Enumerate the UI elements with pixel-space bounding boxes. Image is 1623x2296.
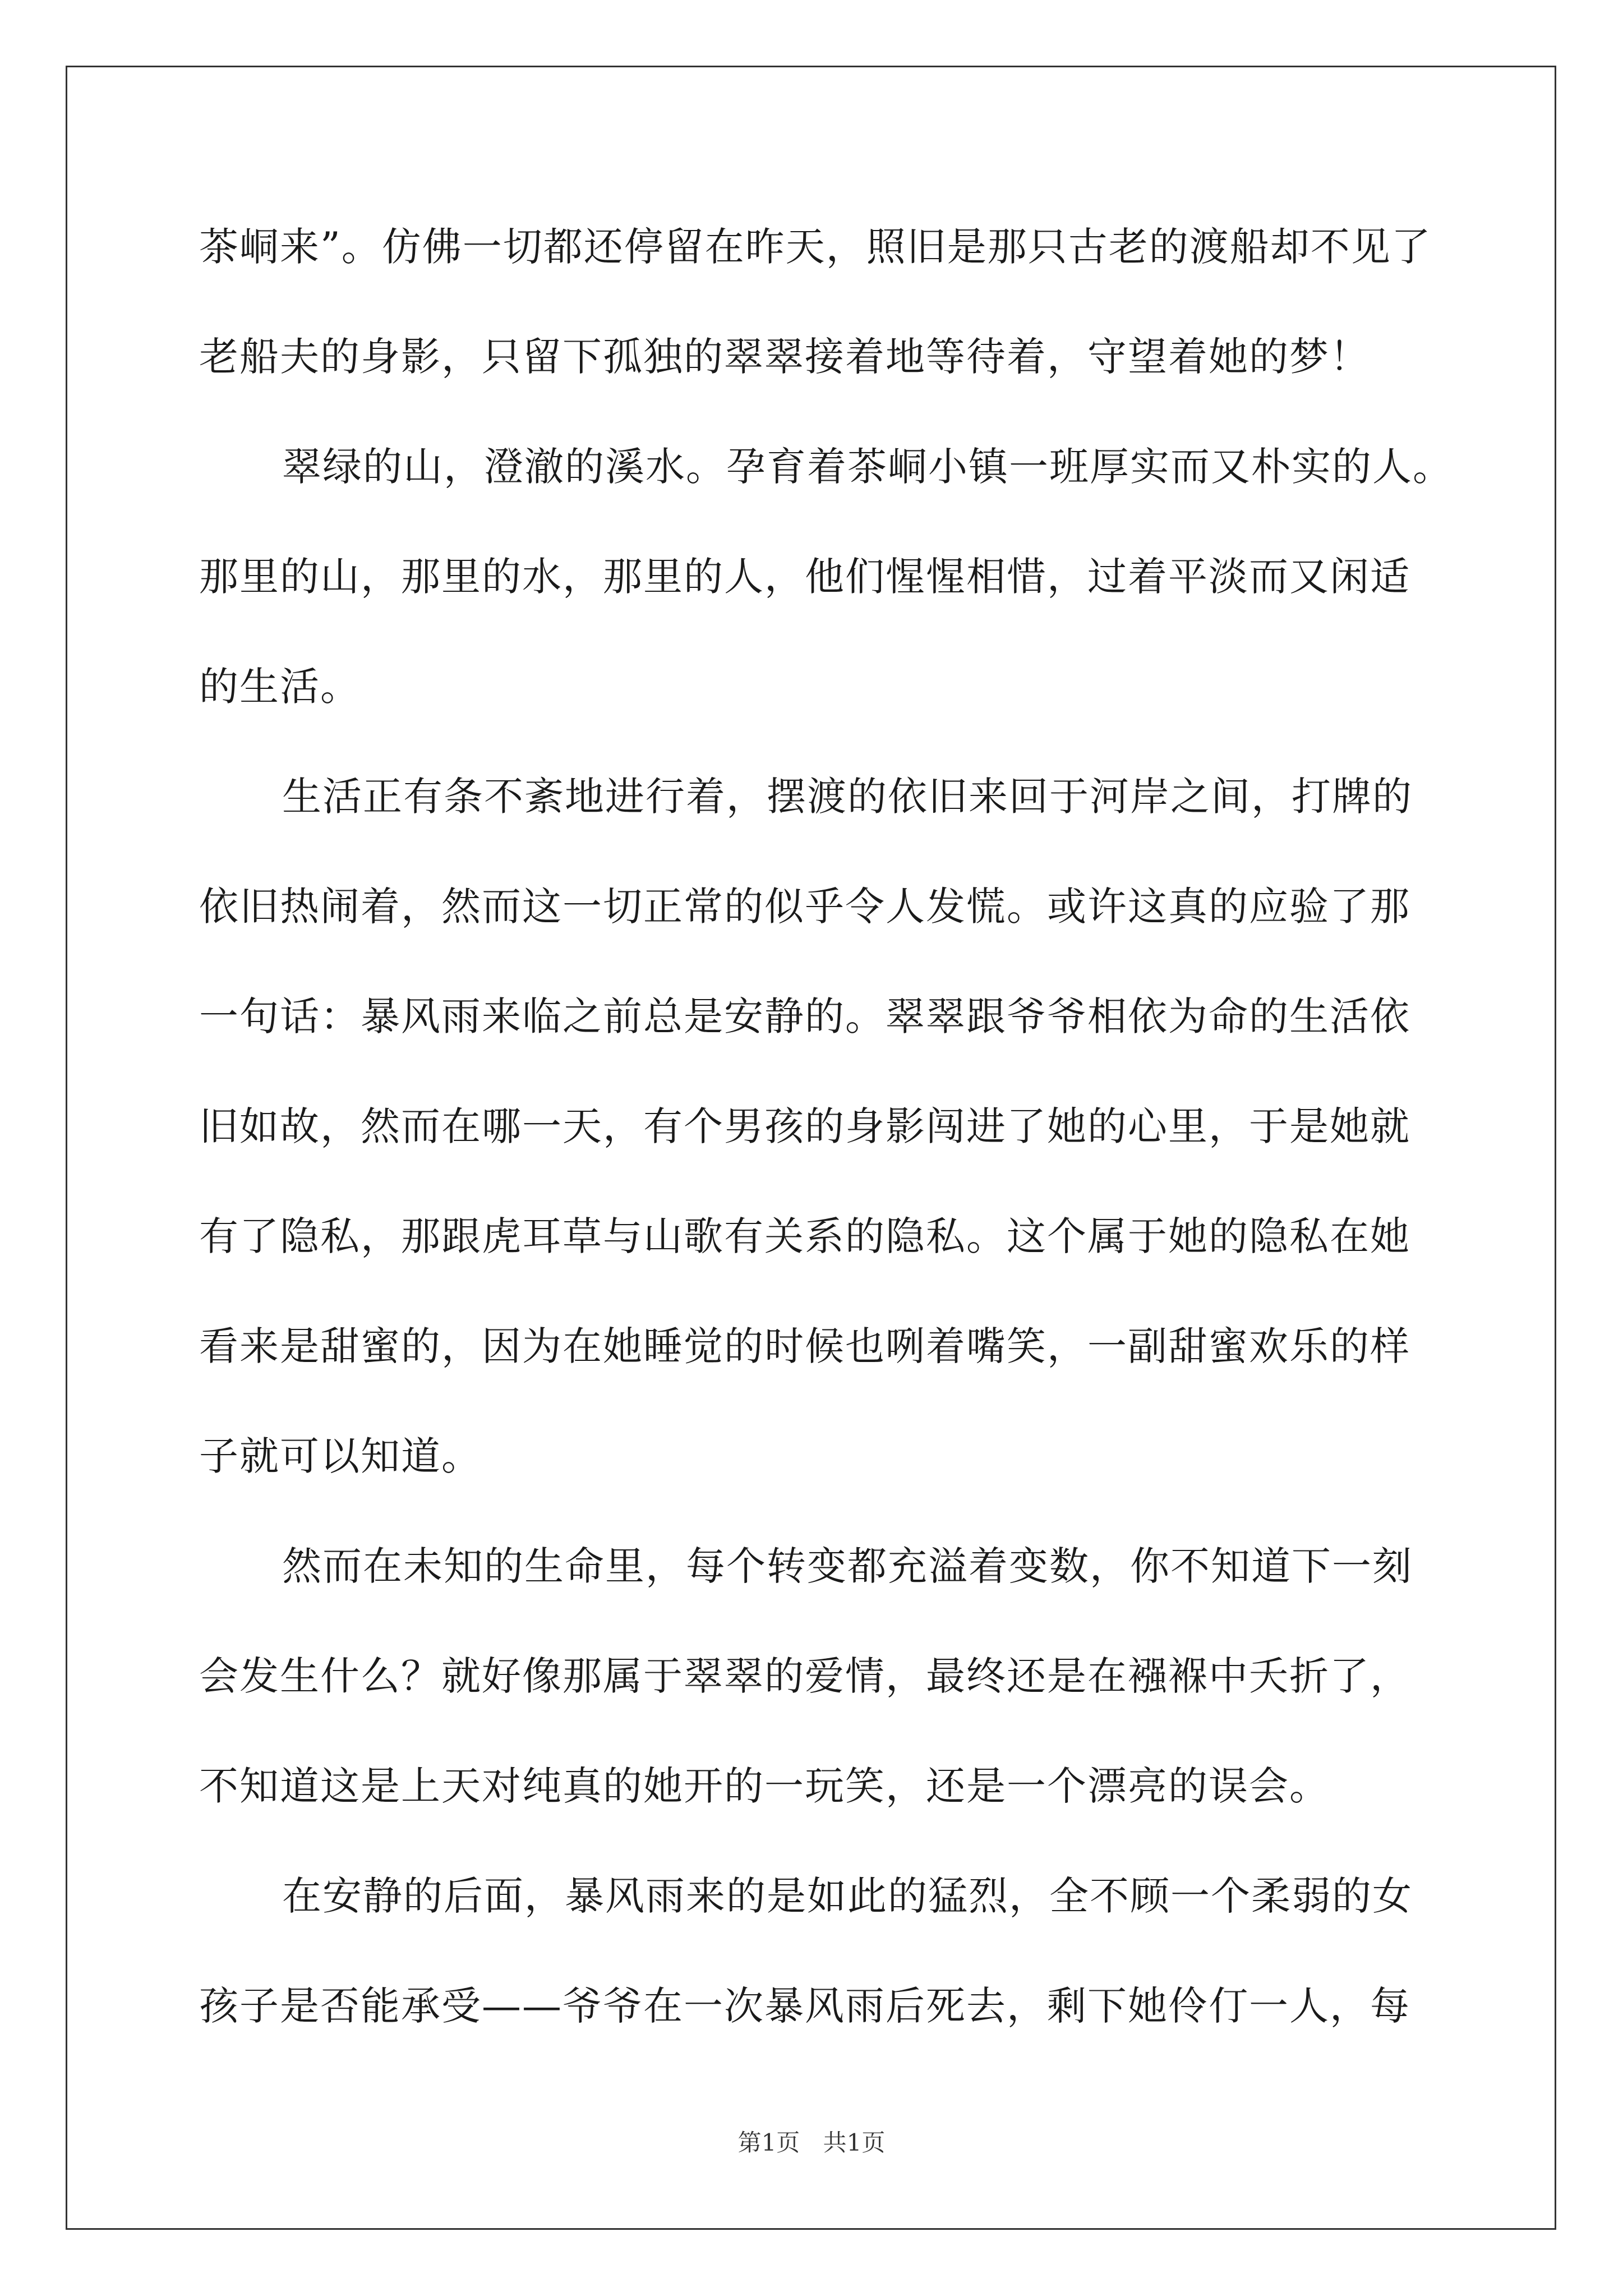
- text-line-15: 不知道这是上天对纯真的她开的一玩笑，还是一个漂亮的误会。: [199, 1763, 1330, 1809]
- text-line-12: 子就可以知道。: [199, 1433, 482, 1479]
- document-body: [199, 202, 1453, 2071]
- text-line-13: 然而在未知的生命里，每个转变都充溢着变数，你不知道下一刻: [282, 1543, 1413, 1589]
- text-line-5: 的生活。: [199, 664, 361, 710]
- text-line-11: 看来是甜蜜的，因为在她睡觉的时候也咧着嘴笑，一副甜蜜欢乐的样: [199, 1323, 1410, 1369]
- page-number-current: 第1页: [737, 2129, 800, 2156]
- page-number-total: 共1页: [823, 2129, 886, 2156]
- text-line-3: 翠绿的山，澄澈的溪水。孕育着茶峒小镇一班厚实而又朴实的人。: [282, 444, 1453, 490]
- text-line-6: 生活正有条不紊地进行着，摆渡的依旧来回于河岸之间，打牌的: [282, 774, 1413, 820]
- text-line-4: 那里的山，那里的水，那里的人，他们惺惺相惜，过着平淡而又闲适: [199, 554, 1410, 600]
- text-line-17: 孩子是否能承受——爷爷在一次暴风雨后死去，剩下她伶仃一人，每: [199, 1983, 1410, 2029]
- text-line-14: 会发生什么？就好像那属于翠翠的爱情，最终还是在襁褓中夭折了，: [199, 1653, 1410, 1699]
- text-line-7: 依旧热闹着，然而这一切正常的似乎令人发慌。或许这真的应验了那: [199, 884, 1410, 930]
- text-line-16: 在安静的后面，暴风雨来的是如此的猛烈，全不顾一个柔弱的女: [282, 1873, 1413, 1919]
- text-line-1: 茶峒来”。仿佛一切都还停留在昨天，照旧是那只古老的渡船却不见了: [199, 224, 1432, 270]
- text-line-9: 旧如故，然而在哪一天，有个男孩的身影闯进了她的心里，于是她就: [199, 1103, 1410, 1149]
- page-footer: [0, 2126, 1623, 2160]
- text-line-10: 有了隐私，那跟虎耳草与山歌有关系的隐私。这个属于她的隐私在她: [199, 1213, 1410, 1259]
- text-line-8: 一句话：暴风雨来临之前总是安静的。翠翠跟爷爷相依为命的生活依: [199, 993, 1410, 1039]
- text-line-2: 老船夫的身影，只留下孤独的翠翠接着地等待着，守望着她的梦！: [199, 334, 1370, 380]
